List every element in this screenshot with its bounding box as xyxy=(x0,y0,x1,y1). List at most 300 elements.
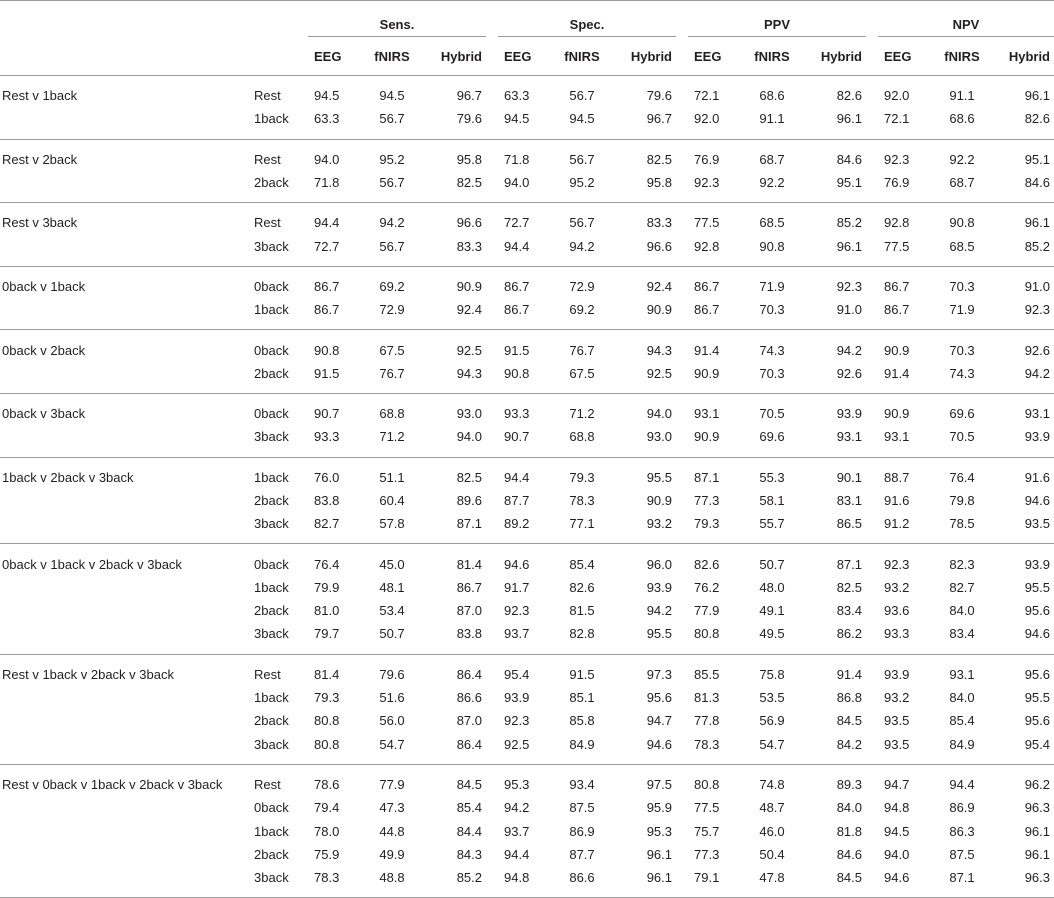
column-spacer xyxy=(486,76,498,108)
class-label: 2back xyxy=(254,493,289,508)
ppv-fnirs-value: 48.7 xyxy=(759,800,785,816)
sens-hybrid-value: 84.4 xyxy=(456,823,482,839)
spec-hybrid-value: 92.5 xyxy=(612,362,676,394)
table-row xyxy=(0,234,1054,266)
npv-hybrid-value: 93.9 xyxy=(992,425,1054,457)
npv-fnirs-value: 68.6 xyxy=(932,107,992,139)
sens-fnirs-value: 57.8 xyxy=(362,512,422,544)
column-spacer xyxy=(676,171,688,203)
ppv-fnirs-value: 74.3 xyxy=(759,342,785,358)
spec-hybrid-value: 94.7 xyxy=(646,713,672,729)
spec-eeg-value: 87.7 xyxy=(504,493,530,508)
column-spacer xyxy=(486,843,498,866)
npv-fnirs-value: 92.2 xyxy=(949,151,975,167)
ppv-fnirs-value: 70.3 xyxy=(742,298,802,330)
spec-hybrid-value: 96.0 xyxy=(646,556,672,572)
spec-fnirs-value: 85.8 xyxy=(569,713,595,729)
ppv-eeg-value: 86.7 xyxy=(688,298,742,330)
table-row xyxy=(0,171,1054,203)
column-spacer xyxy=(676,544,688,576)
ppv-hybrid-value: 84.5 xyxy=(836,713,862,729)
subcol-hybrid: Hybrid xyxy=(612,37,676,76)
ppv-eeg-value: 77.8 xyxy=(694,713,720,729)
column-spacer xyxy=(866,654,878,686)
ppv-fnirs-value: 49.1 xyxy=(759,603,785,619)
npv-hybrid-value: 92.3 xyxy=(992,298,1054,330)
sens-hybrid-value: 92.5 xyxy=(456,342,482,358)
column-spacer xyxy=(486,709,498,732)
npv-fnirs-value: 91.1 xyxy=(949,88,975,104)
spec-eeg-value: 93.7 xyxy=(504,823,530,839)
ppv-hybrid-value: 84.6 xyxy=(836,151,862,167)
npv-eeg-value: 91.6 xyxy=(884,493,910,508)
column-spacer xyxy=(486,362,498,394)
spec-hybrid-value: 95.8 xyxy=(612,171,676,203)
ppv-hybrid-value: 84.0 xyxy=(836,800,862,816)
column-spacer xyxy=(866,512,878,544)
column-spacer xyxy=(676,330,688,362)
npv-hybrid-value: 96.3 xyxy=(992,866,1054,898)
ppv-hybrid-value: 96.1 xyxy=(802,234,866,266)
subcol-eeg: EEG xyxy=(498,37,552,76)
sens-fnirs-value: 48.8 xyxy=(362,866,422,898)
ppv-fnirs-value: 74.8 xyxy=(759,776,785,792)
ppv-eeg-value: 92.0 xyxy=(688,107,742,139)
comparison-cell-empty xyxy=(0,489,252,512)
sens-eeg-value: 93.3 xyxy=(308,425,362,457)
spec-eeg-value: 71.8 xyxy=(504,151,530,167)
npv-eeg-value: 88.7 xyxy=(884,469,910,485)
column-spacer xyxy=(676,654,688,686)
ppv-eeg-value: 86.7 xyxy=(694,278,720,294)
table-row xyxy=(0,330,1054,362)
column-spacer xyxy=(486,425,498,457)
comparison-cell-empty xyxy=(0,298,252,330)
sens-eeg-value: 76.4 xyxy=(314,556,340,572)
group-spec: Spec. xyxy=(498,2,676,37)
npv-fnirs-value: 74.3 xyxy=(932,362,992,394)
npv-hybrid-value: 96.1 xyxy=(1024,88,1050,104)
sens-fnirs-value: 94.2 xyxy=(379,215,405,231)
sens-hybrid-value: 95.8 xyxy=(456,151,482,167)
npv-hybrid-value: 96.3 xyxy=(1024,800,1050,816)
spec-hybrid-value: 97.5 xyxy=(646,776,672,792)
class-label: Rest xyxy=(254,88,281,104)
sens-hybrid-value: 86.4 xyxy=(456,666,482,682)
column-spacer xyxy=(866,203,878,235)
npv-eeg-value: 93.9 xyxy=(884,666,910,682)
npv-fnirs-value: 93.1 xyxy=(949,666,975,682)
ppv-fnirs-value: 50.4 xyxy=(759,846,785,862)
table-row xyxy=(0,489,1054,512)
comparison-cell-empty xyxy=(0,709,252,732)
table-row xyxy=(0,139,1054,171)
ppv-eeg-value: 76.2 xyxy=(694,579,720,595)
npv-fnirs-value: 70.3 xyxy=(949,342,975,358)
column-spacer xyxy=(486,599,498,622)
comparison-cell-empty xyxy=(0,599,252,622)
spec-eeg-value: 90.8 xyxy=(498,362,552,394)
npv-fnirs-value: 84.9 xyxy=(932,733,992,765)
ppv-eeg-value: 75.7 xyxy=(694,823,720,839)
spec-fnirs-value: 86.6 xyxy=(552,866,612,898)
npv-hybrid-value: 95.6 xyxy=(1024,603,1050,619)
table-row xyxy=(0,457,1054,489)
npv-eeg-value: 93.2 xyxy=(884,690,910,706)
ppv-fnirs-value: 69.6 xyxy=(742,425,802,457)
column-spacer xyxy=(676,686,688,709)
sens-fnirs-value: 49.9 xyxy=(379,846,405,862)
ppv-hybrid-value: 85.2 xyxy=(836,215,862,231)
ppv-eeg-value: 79.3 xyxy=(688,512,742,544)
table-row xyxy=(0,266,1054,298)
ppv-hybrid-value: 92.3 xyxy=(836,278,862,294)
sens-hybrid-value: 92.4 xyxy=(422,298,486,330)
spec-eeg-value: 89.2 xyxy=(498,512,552,544)
spec-eeg-value: 91.5 xyxy=(504,342,530,358)
sens-hybrid-value: 87.0 xyxy=(456,603,482,619)
comparison-cell-empty xyxy=(0,107,252,139)
column-spacer xyxy=(866,576,878,599)
npv-fnirs-value: 86.9 xyxy=(949,800,975,816)
column-spacer xyxy=(486,457,498,489)
spec-eeg-value: 72.7 xyxy=(504,215,530,231)
column-spacer xyxy=(866,764,878,796)
sens-hybrid-value: 96.7 xyxy=(456,88,482,104)
class-label: 2back xyxy=(254,846,289,862)
ppv-eeg-value: 77.9 xyxy=(694,603,720,619)
ppv-fnirs-value: 56.9 xyxy=(759,713,785,729)
column-spacer xyxy=(866,171,878,203)
class-label: Rest xyxy=(254,776,281,792)
table-row xyxy=(0,733,1054,765)
column-spacer xyxy=(486,203,498,235)
spec-hybrid-value: 93.9 xyxy=(646,579,672,595)
ppv-eeg-value: 93.1 xyxy=(694,406,720,422)
npv-hybrid-value: 95.6 xyxy=(1024,666,1050,682)
ppv-fnirs-value: 49.5 xyxy=(742,622,802,654)
column-spacer xyxy=(676,362,688,394)
sens-fnirs-value: 48.1 xyxy=(379,579,405,595)
spec-hybrid-value: 96.6 xyxy=(612,234,676,266)
table-row xyxy=(0,298,1054,330)
npv-fnirs-value: 76.4 xyxy=(949,469,975,485)
npv-hybrid-value: 91.6 xyxy=(1024,469,1050,485)
column-spacer xyxy=(676,512,688,544)
ppv-hybrid-value: 86.5 xyxy=(802,512,866,544)
npv-eeg-value: 94.6 xyxy=(878,866,932,898)
sens-fnirs-value: 72.9 xyxy=(362,298,422,330)
npv-hybrid-value: 91.0 xyxy=(1024,278,1050,294)
column-spacer xyxy=(866,709,878,732)
spec-eeg-value: 92.5 xyxy=(498,733,552,765)
sens-eeg-value: 79.9 xyxy=(314,579,340,595)
subcol-eeg: EEG xyxy=(308,37,362,76)
column-spacer xyxy=(486,489,498,512)
table-header xyxy=(0,1,1054,76)
npv-fnirs-value: 86.3 xyxy=(949,823,975,839)
npv-eeg-value: 93.5 xyxy=(878,733,932,765)
class-label: 2back xyxy=(252,171,308,203)
table-row xyxy=(0,796,1054,819)
spec-eeg-value: 93.9 xyxy=(504,690,530,706)
table-row xyxy=(0,843,1054,866)
sens-fnirs-value: 44.8 xyxy=(379,823,405,839)
spec-fnirs-value: 56.7 xyxy=(569,88,595,104)
spec-fnirs-value: 84.9 xyxy=(552,733,612,765)
spec-hybrid-value: 95.5 xyxy=(612,622,676,654)
column-spacer xyxy=(866,330,878,362)
npv-fnirs-value: 90.8 xyxy=(949,215,975,231)
column-spacer xyxy=(866,425,878,457)
ppv-hybrid-value: 93.1 xyxy=(802,425,866,457)
npv-hybrid-value: 95.5 xyxy=(1024,579,1050,595)
sens-hybrid-value: 82.5 xyxy=(456,469,482,485)
ppv-fnirs-value: 55.7 xyxy=(742,512,802,544)
column-spacer xyxy=(486,544,498,576)
class-label: 0back xyxy=(254,556,289,572)
spec-eeg-value: 63.3 xyxy=(504,88,530,104)
ppv-hybrid-value: 89.3 xyxy=(836,776,862,792)
sens-fnirs-value: 56.7 xyxy=(362,171,422,203)
subcol-fnirs: fNIRS xyxy=(552,37,612,76)
ppv-eeg-value: 72.1 xyxy=(694,88,720,104)
table-row xyxy=(0,393,1054,425)
table-row xyxy=(0,654,1054,686)
sens-fnirs-value: 56.7 xyxy=(362,107,422,139)
column-spacer xyxy=(486,866,498,898)
spec-fnirs-value: 93.4 xyxy=(569,776,595,792)
sens-eeg-value: 79.4 xyxy=(314,800,340,816)
npv-fnirs-value: 84.0 xyxy=(949,690,975,706)
sens-eeg-value: 90.7 xyxy=(314,406,340,422)
table-row xyxy=(0,599,1054,622)
comparison-cell-empty xyxy=(0,171,252,203)
comparison-cell-empty xyxy=(0,866,252,898)
class-label: 1back xyxy=(252,107,308,139)
sens-eeg-value: 83.8 xyxy=(314,493,340,508)
column-spacer xyxy=(676,393,688,425)
comparison-label: Rest v 3back xyxy=(2,215,78,231)
sens-hybrid-value: 87.1 xyxy=(422,512,486,544)
spec-eeg-value: 95.4 xyxy=(504,666,530,682)
npv-fnirs-value: 87.5 xyxy=(949,846,975,862)
column-spacer xyxy=(866,489,878,512)
ppv-fnirs-value: 54.7 xyxy=(742,733,802,765)
npv-fnirs-value: 83.4 xyxy=(932,622,992,654)
column-spacer xyxy=(676,843,688,866)
sens-fnirs-value: 56.0 xyxy=(379,713,405,729)
column-spacer xyxy=(866,362,878,394)
spec-eeg-value: 86.7 xyxy=(504,278,530,294)
spec-eeg-value: 94.5 xyxy=(498,107,552,139)
ppv-fnirs-value: 90.8 xyxy=(742,234,802,266)
spec-hybrid-value: 95.3 xyxy=(646,823,672,839)
npv-eeg-value: 92.0 xyxy=(884,88,910,104)
class-label: 3back xyxy=(252,733,308,765)
column-spacer xyxy=(486,654,498,686)
class-label: 3back xyxy=(252,866,308,898)
spec-fnirs-value: 77.1 xyxy=(552,512,612,544)
spec-eeg-value: 93.7 xyxy=(498,622,552,654)
npv-fnirs-value: 84.0 xyxy=(949,603,975,619)
ppv-hybrid-value: 92.6 xyxy=(802,362,866,394)
column-spacer xyxy=(866,622,878,654)
column-spacer xyxy=(866,234,878,266)
sens-eeg-value: 80.8 xyxy=(314,713,340,729)
ppv-eeg-value: 90.9 xyxy=(688,425,742,457)
npv-eeg-value: 93.3 xyxy=(878,622,932,654)
npv-hybrid-value: 94.6 xyxy=(1024,493,1050,508)
npv-eeg-value: 93.1 xyxy=(878,425,932,457)
spec-eeg-value: 90.7 xyxy=(498,425,552,457)
sens-eeg-value: 78.6 xyxy=(314,776,340,792)
ppv-eeg-value: 80.8 xyxy=(688,622,742,654)
sens-fnirs-value: 94.5 xyxy=(379,88,405,104)
ppv-eeg-value: 85.5 xyxy=(694,666,720,682)
column-spacer xyxy=(486,298,498,330)
spec-fnirs-value: 67.5 xyxy=(552,362,612,394)
sens-hybrid-value: 79.6 xyxy=(422,107,486,139)
ppv-fnirs-value: 50.7 xyxy=(759,556,785,572)
sens-eeg-value: 63.3 xyxy=(308,107,362,139)
class-label: 3back xyxy=(252,512,308,544)
spec-eeg-value: 94.2 xyxy=(504,800,530,816)
column-spacer xyxy=(676,203,688,235)
class-label: 2back xyxy=(252,362,308,394)
spec-fnirs-value: 87.5 xyxy=(569,800,595,816)
sens-fnirs-value: 56.7 xyxy=(362,234,422,266)
class-label: 1back xyxy=(254,690,289,706)
ppv-fnirs-value: 75.8 xyxy=(759,666,785,682)
group-ppv: PPV xyxy=(688,2,866,37)
spec-fnirs-value: 82.6 xyxy=(569,579,595,595)
sens-eeg-value: 75.9 xyxy=(314,846,340,862)
sens-eeg-value: 79.3 xyxy=(314,690,340,706)
column-spacer xyxy=(486,622,498,654)
class-label: Rest xyxy=(254,151,281,167)
ppv-hybrid-value: 90.1 xyxy=(836,469,862,485)
spec-fnirs-value: 86.9 xyxy=(569,823,595,839)
class-label: 1back xyxy=(254,823,289,839)
npv-hybrid-value: 95.6 xyxy=(1024,713,1050,729)
npv-eeg-value: 90.9 xyxy=(884,342,910,358)
column-spacer xyxy=(866,266,878,298)
spec-eeg-value: 95.3 xyxy=(504,776,530,792)
spec-fnirs-value: 81.5 xyxy=(569,603,595,619)
npv-eeg-value: 94.0 xyxy=(884,846,910,862)
sens-eeg-value: 86.7 xyxy=(308,298,362,330)
sens-eeg-value: 79.7 xyxy=(308,622,362,654)
ppv-hybrid-value: 81.8 xyxy=(836,823,862,839)
spec-eeg-value: 92.3 xyxy=(504,603,530,619)
class-label: 0back xyxy=(254,342,289,358)
ppv-fnirs-value: 68.6 xyxy=(759,88,785,104)
sens-eeg-value: 82.7 xyxy=(308,512,362,544)
sens-fnirs-value: 47.3 xyxy=(379,800,405,816)
column-spacer xyxy=(676,425,688,457)
ppv-hybrid-value: 91.0 xyxy=(802,298,866,330)
ppv-fnirs-value: 47.8 xyxy=(742,866,802,898)
sens-hybrid-value: 84.3 xyxy=(456,846,482,862)
table-row xyxy=(0,425,1054,457)
spec-hybrid-value: 96.1 xyxy=(612,866,676,898)
ppv-hybrid-value: 87.1 xyxy=(836,556,862,572)
spec-fnirs-value: 91.5 xyxy=(569,666,595,682)
table-row xyxy=(0,819,1054,842)
npv-fnirs-value: 85.4 xyxy=(949,713,975,729)
class-label: 3back xyxy=(252,425,308,457)
npv-eeg-value: 90.9 xyxy=(884,406,910,422)
sens-fnirs-value: 79.6 xyxy=(379,666,405,682)
spec-hybrid-value: 94.2 xyxy=(646,603,672,619)
column-spacer xyxy=(676,796,688,819)
ppv-hybrid-value: 94.2 xyxy=(836,342,862,358)
npv-hybrid-value: 85.2 xyxy=(992,234,1054,266)
ppv-eeg-value: 91.4 xyxy=(694,342,720,358)
sens-hybrid-value: 94.0 xyxy=(422,425,486,457)
npv-eeg-value: 76.9 xyxy=(878,171,932,203)
column-spacer xyxy=(866,139,878,171)
sens-fnirs-value: 51.1 xyxy=(379,469,405,485)
column-spacer xyxy=(866,393,878,425)
npv-hybrid-value: 94.2 xyxy=(992,362,1054,394)
npv-fnirs-value: 68.7 xyxy=(932,171,992,203)
sens-fnirs-value: 53.4 xyxy=(379,603,405,619)
column-spacer xyxy=(676,298,688,330)
column-spacer xyxy=(866,457,878,489)
subcolumn-header-row xyxy=(0,37,1054,76)
sens-fnirs-value: 69.2 xyxy=(379,278,405,294)
ppv-hybrid-value: 91.4 xyxy=(836,666,862,682)
sens-fnirs-value: 54.7 xyxy=(362,733,422,765)
ppv-fnirs-value: 58.1 xyxy=(759,493,785,508)
ppv-hybrid-value: 86.2 xyxy=(802,622,866,654)
ppv-eeg-value: 87.1 xyxy=(694,469,720,485)
sens-hybrid-value: 87.0 xyxy=(456,713,482,729)
ppv-fnirs-value: 68.7 xyxy=(759,151,785,167)
column-spacer xyxy=(866,733,878,765)
ppv-hybrid-value: 84.2 xyxy=(802,733,866,765)
column-spacer xyxy=(486,512,498,544)
table-body xyxy=(0,76,1054,898)
ppv-fnirs-value: 70.3 xyxy=(742,362,802,394)
column-spacer xyxy=(676,709,688,732)
npv-eeg-value: 91.2 xyxy=(878,512,932,544)
sens-hybrid-value: 83.3 xyxy=(422,234,486,266)
ppv-fnirs-value: 70.5 xyxy=(759,406,785,422)
comparison-cell-empty xyxy=(0,234,252,266)
column-spacer xyxy=(676,599,688,622)
npv-hybrid-value: 95.1 xyxy=(1024,151,1050,167)
comparison-label: 0back v 1back v 2back v 3back xyxy=(2,556,182,572)
spec-fnirs-value: 76.7 xyxy=(569,342,595,358)
npv-fnirs-value: 70.5 xyxy=(932,425,992,457)
ppv-fnirs-value: 55.3 xyxy=(759,469,785,485)
sens-eeg-value: 91.5 xyxy=(308,362,362,394)
npv-eeg-value: 93.2 xyxy=(884,579,910,595)
sens-eeg-value: 80.8 xyxy=(308,733,362,765)
column-spacer xyxy=(486,733,498,765)
column-spacer xyxy=(486,107,498,139)
ppv-eeg-value: 76.9 xyxy=(694,151,720,167)
table-row xyxy=(0,107,1054,139)
column-spacer xyxy=(866,298,878,330)
spec-fnirs-value: 72.9 xyxy=(569,278,595,294)
sens-eeg-value: 90.8 xyxy=(314,342,340,358)
spec-eeg-value: 94.6 xyxy=(504,556,530,572)
npv-fnirs-value: 82.7 xyxy=(949,579,975,595)
